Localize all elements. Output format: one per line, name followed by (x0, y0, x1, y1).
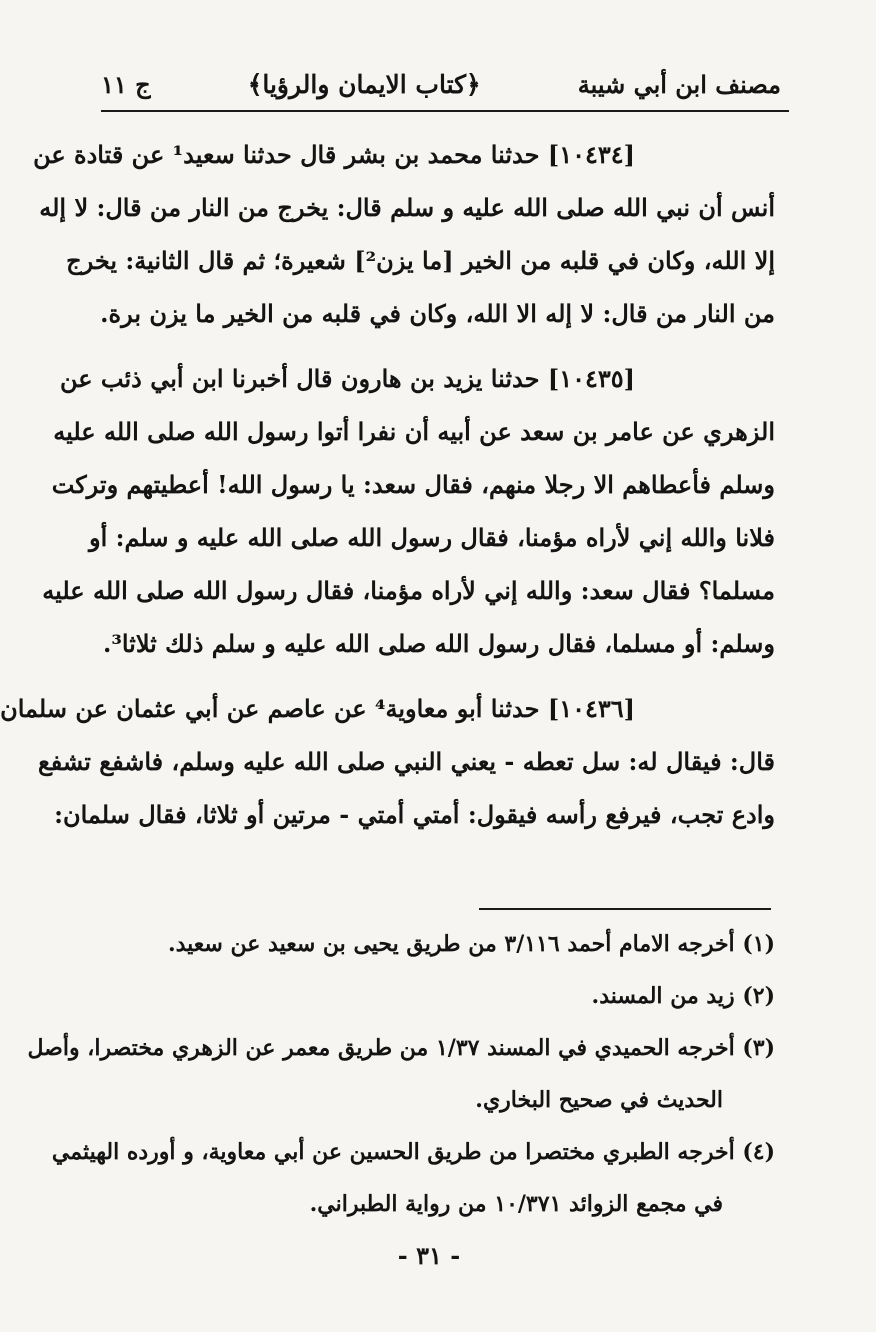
text-line: مسلما؟ فقال سعد: والله إني لأراه مؤمنا، فقال رسول الله صلى الله عليه (42, 576, 775, 605)
text-line: أنس أن نبي الله صلى الله عليه و سلم قال: يخرج من النار من قال: لا إله (39, 193, 775, 222)
footnote-line: الحديث في صحيح البخاري. (475, 1087, 723, 1113)
footnote-line: (١) أخرجه الامام أحمد ٣/١١٦ من طريق يحيى بن سعيد عن سعيد. (167, 931, 775, 957)
text-line: قال: فيقال له: سل تعطه - يعني النبي صلى الله عليه وسلم، فاشفع تشفع (37, 747, 775, 776)
footnotes (27, 918, 775, 1230)
text-line: الزهري عن عامر بن سعد عن أبيه أن نفرا أتوا رسول الله صلى الله عليه (53, 417, 775, 446)
text-line: [١٠٤٣٥] حدثنا يزيد بن هارون قال أخبرنا ابن أبي ذئب عن (59, 364, 635, 393)
paragraph-gap (109, 340, 775, 352)
text-line: فلانا والله إني لأراه مؤمنا، فقال رسول الله صلى الله عليه و سلم: أو (89, 523, 775, 552)
footnote-line: (٤) أخرجه الطبري مختصرا من طريق الحسين عن أبي معاوية، و أورده الهيثمي (51, 1139, 775, 1165)
chapter-title: ﴿كتاب الايمان والرؤيا﴾ (247, 69, 481, 99)
footnote-line: (٣) أخرجه الحميدي في المسند ١/٣٧ من طريق معمر عن الزهري مختصرا، وأصل (27, 1035, 775, 1061)
page-header (101, 62, 781, 106)
text-line: وسلم: أو مسلما، فقال رسول الله صلى الله عليه و سلم ذلك ثلاثا³. (102, 629, 775, 658)
text-line: وسلم فأعطاهم الا رجلا منهم، فقال سعد: يا رسول الله! أعطيتهم وتركت (51, 470, 775, 499)
text-line: إلا الله، وكان في قلبه من الخير [ما يزن²] شعيرة؛ ثم قال الثانية: يخرج (66, 246, 775, 275)
text-line: من النار من قال: لا إله الا الله، وكان في قلبه من الخير ما يزن برة. (100, 299, 775, 328)
text-line: [١٠٤٣٦] حدثنا أبو معاوية⁴ عن عاصم عن أبي عثمان عن سلمان (0, 694, 635, 723)
main-text (0, 128, 775, 841)
page-number: - ٣١ - (397, 1241, 461, 1270)
paragraph-gap (109, 670, 775, 682)
book-title: مصنف ابن أبي شيبة (577, 69, 781, 99)
text-line: [١٠٤٣٤] حدثنا محمد بن بشر قال حدثنا سعيد¹ عن قتادة عن (33, 140, 635, 169)
footnote-line: في مجمع الزوائد ١٠/٣٧١ من رواية الطبراني. (309, 1191, 723, 1217)
volume-number: ج ١١ (101, 69, 151, 99)
header-rule (101, 110, 789, 112)
text-line: وادع تجب، فيرفع رأسه فيقول: أمتي أمتي - مرتين أو ثلاثا، فقال سلمان: (54, 800, 775, 829)
footnote-line: (٢) زيد من المسند. (591, 983, 775, 1009)
footnote-rule (479, 908, 771, 910)
